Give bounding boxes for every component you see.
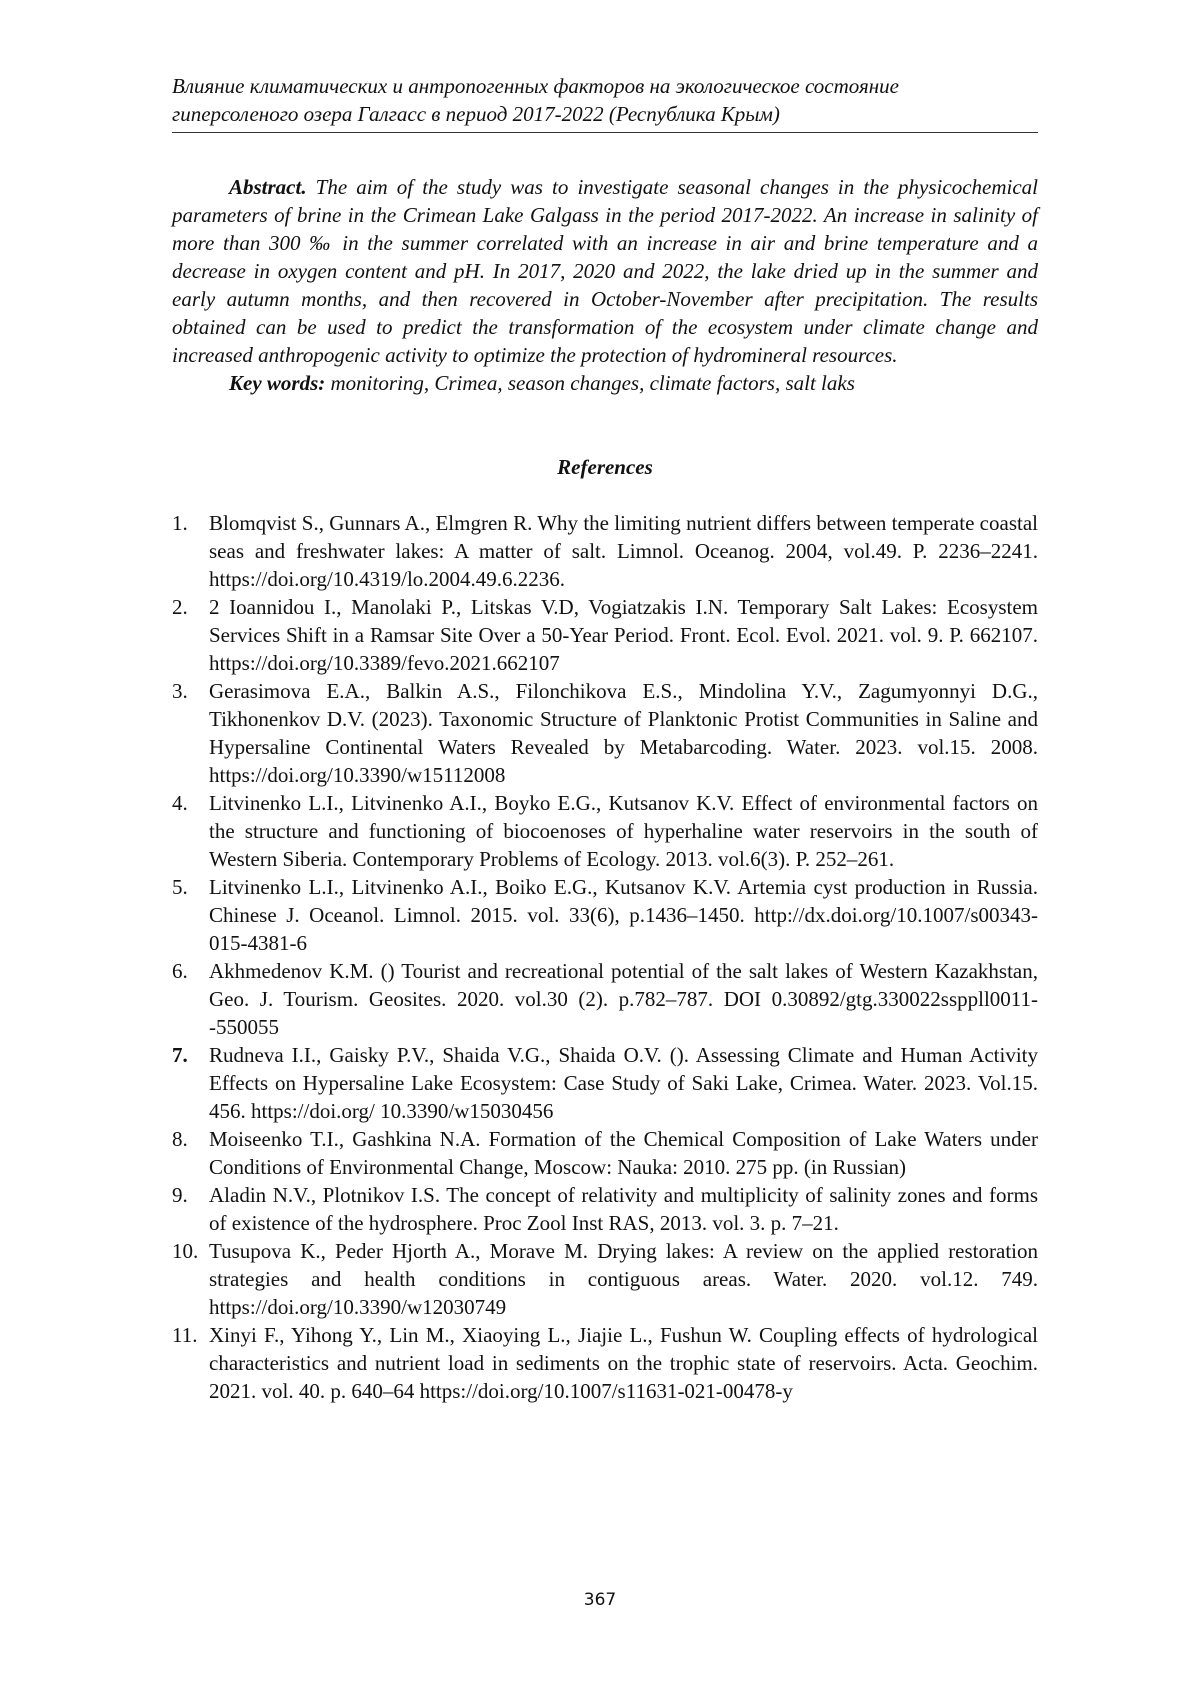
reference-text: Rudneva I.I., Gaisky P.V., Shaida V.G., Shaida O.V. (). Assessing Climate and Human Activity Effects on Hypersaline Lake Ecosystem: Case Study of Saki Lake, Crimea. Water. 2023. Vol.15. 456. https://doi.org/ 10.3390/w15030456 xyxy=(209,1043,1038,1123)
reference-item xyxy=(172,677,1038,789)
reference-item xyxy=(172,1041,1038,1125)
reference-text: Moiseenko T.I., Gashkina N.A. Formation of the Chemical Composition of Lake Waters under Conditions of Environmental Change, Moscow: Nauka: 2010. 275 pp. (in Russian) xyxy=(209,1127,1038,1179)
reference-item xyxy=(172,957,1038,1041)
page-number: 367 xyxy=(0,1590,1200,1610)
reference-item xyxy=(172,1237,1038,1321)
abstract-label: Abstract. xyxy=(229,175,307,199)
reference-number: 10. xyxy=(172,1237,198,1265)
reference-item xyxy=(172,873,1038,957)
reference-number: 4. xyxy=(172,789,188,817)
reference-item xyxy=(172,1125,1038,1181)
abstract xyxy=(172,173,1038,397)
reference-number: 1. xyxy=(172,509,188,537)
reference-text: Gerasimova E.A., Balkin A.S., Filonchikova E.S., Mindolina Y.V., Zagumyonnyi D.G., Tikhonenkov D.V. (2023). Taxonomic Structure of Planktonic Protist Communities in Saline and Hypersaline Continental Waters Revealed by Metabarcoding. Water. 2023. vol.15. 2008. https://doi.org/10.3390/w15112008 xyxy=(209,679,1038,787)
keywords-text: monitoring, Crimea, season changes, climate factors, salt laks xyxy=(325,371,855,395)
keywords-label: Key words: xyxy=(229,371,325,395)
abstract-paragraph xyxy=(172,173,1038,369)
reference-text: Litvinenko L.I., Litvinenko A.I., Boyko E.G., Kutsanov K.V. Effect of environmental factors on the structure and functioning of biocoenoses of hyperhaline water reservoirs in the south of Western Siberia. Contemporary Problems of Ecology. 2013. vol.6(3). P. 252–261. xyxy=(209,791,1038,871)
keywords-paragraph xyxy=(172,369,1038,397)
reference-text: Aladin N.V., Plotnikov I.S. The concept of relativity and multiplicity of salinity zones and forms of existence of the hydrosphere. Proc Zool Inst RAS, 2013. vol. 3. p. 7–21. xyxy=(209,1183,1038,1235)
reference-item xyxy=(172,593,1038,677)
reference-text: Xinyi F., Yihong Y., Lin M., Xiaoying L., Jiajie L., Fushun W. Coupling effects of hydrological characteristics and nutrient load in sediments on the trophic state of reservoirs. Acta. Geochim. 2021. vol. 40. p. 640–64 https://doi.org/10.1007/s11631-021-00478-y xyxy=(209,1323,1038,1403)
reference-text: Blomqvist S., Gunnars A., Elmgren R. Why the limiting nutrient differs between temperate coastal seas and freshwater lakes: A matter of salt. Limnol. Oceanog. 2004, vol.49. P. 2236–2241. https://doi.org/10.4319/lo.2004.49.6.2236. xyxy=(209,511,1038,591)
reference-number: 5. xyxy=(172,873,188,901)
header-line-1: Влияние климатических и антропогенных факторов на экологическое состояние xyxy=(172,72,1038,100)
reference-item xyxy=(172,789,1038,873)
references-heading: References xyxy=(172,453,1038,481)
reference-number: 6. xyxy=(172,957,188,985)
reference-number: 3. xyxy=(172,677,188,705)
reference-text: Litvinenko L.I., Litvinenko A.I., Boiko E.G., Kutsanov K.V. Artemia cyst production in Russia. Chinese J. Oceanol. Limnol. 2015. vol. 33(6), p.1436–1450. http://dx.doi.org/10.1007/s00343-015-4381-6 xyxy=(209,875,1038,955)
abstract-text: The aim of the study was to investigate seasonal changes in the physicochemical parameters of brine in the Crimean Lake Galgass in the period 2017-2022. An increase in salinity of more than 300 ‰ in the summer correlated with an increase in air and brine temperature and a decrease in oxygen content and pH. In 2017, 2020 and 2022, the lake dried up in the summer and early autumn months, and then recovered in October-November after precipitation. The results obtained can be used to predict the transformation of the ecosystem under climate change and increased anthropogenic activity to optimize the protection of hydromineral resources. xyxy=(172,175,1038,367)
reference-number: 8. xyxy=(172,1125,188,1153)
reference-number: 11. xyxy=(172,1321,197,1349)
running-header xyxy=(172,72,1038,133)
reference-list xyxy=(172,509,1038,1405)
reference-item xyxy=(172,1181,1038,1237)
reference-item xyxy=(172,1321,1038,1405)
reference-text: 2 Ioannidou I., Manolaki P., Litskas V.D, Vogiatzakis I.N. Temporary Salt Lakes: Ecosystem Services Shift in a Ramsar Site Over a 50-Year Period. Front. Ecol. Evol. 2021. vol. 9. P. 662107. https://doi.org/10.3389/fevo.2021.662107 xyxy=(209,595,1038,675)
reference-text: Akhmedenov K.M. () Tourist and recreational potential of the salt lakes of Western Kazakhstan, Geo. J. Tourism. Geosites. 2020. vol.30 (2). p.782–787. DOI 0.30892/gtg.330022ssppll0011--550055 xyxy=(209,959,1038,1039)
reference-item xyxy=(172,509,1038,593)
reference-text: Tusupova K., Peder Hjorth A., Morave M. Drying lakes: A review on the applied restoration strategies and health conditions in contiguous areas. Water. 2020. vol.12. 749. https://doi.org/10.3390/w12030749 xyxy=(209,1239,1038,1319)
header-line-2: гиперсоленого озера Галгасс в период 2017-2022 (Республика Крым) xyxy=(172,100,1038,128)
reference-number: 7. xyxy=(172,1041,188,1069)
reference-number: 2. xyxy=(172,593,188,621)
reference-number: 9. xyxy=(172,1181,188,1209)
